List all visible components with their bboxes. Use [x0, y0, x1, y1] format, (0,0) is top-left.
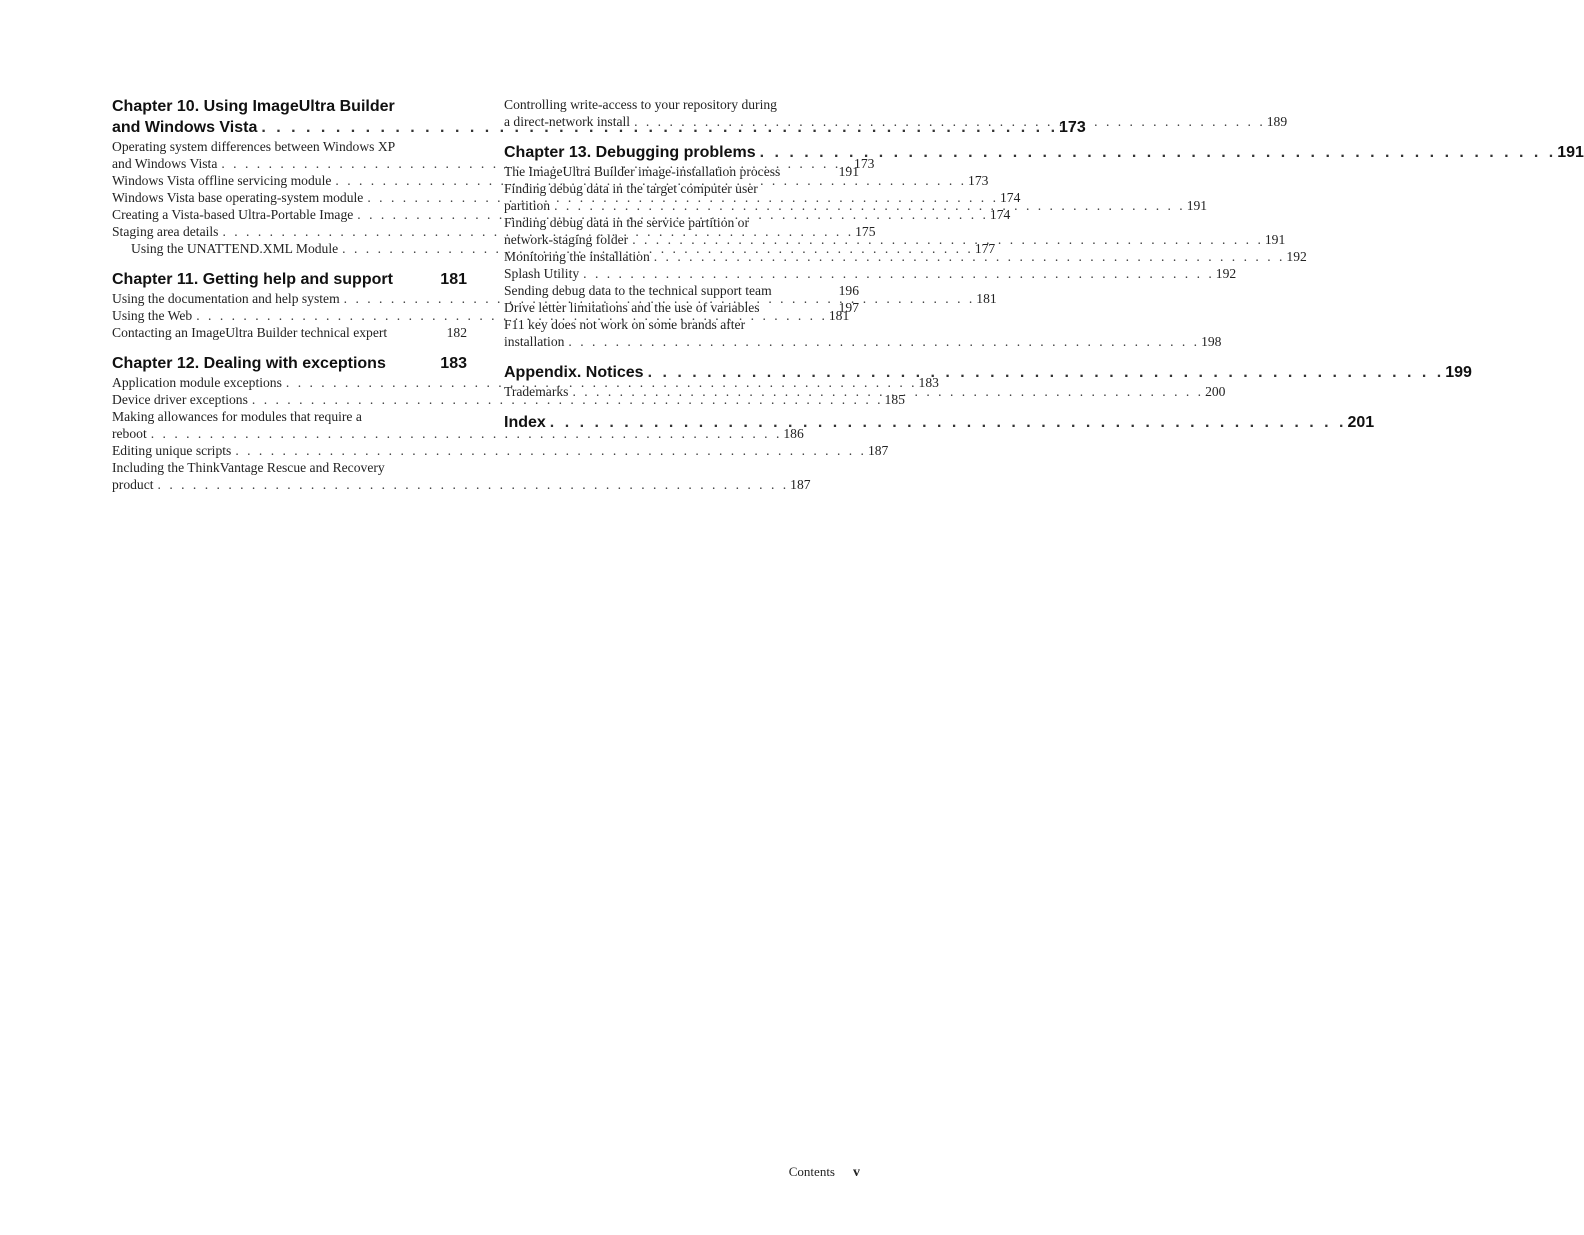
page-number: 192: [1215, 266, 1237, 281]
page-number: 187: [867, 443, 889, 458]
page-number: 174: [999, 190, 1021, 205]
toc-entry-text: Trademarks: [504, 384, 569, 399]
page-number: 200: [1205, 384, 1226, 399]
toc-entry-text: The ImageUltra Builder image-installation process: [504, 164, 781, 179]
chapter-title-text: Chapter 12. Dealing with exceptions: [112, 355, 386, 372]
page-number: 185: [884, 392, 905, 407]
toc-entry-text: Operating system differences between Windows XP: [112, 139, 396, 154]
toc-entry-text: Using the documentation and help system: [112, 291, 340, 306]
page-number: 173: [968, 173, 989, 188]
page-number: 186: [783, 426, 804, 441]
chapter-title-text: Chapter 13. Debugging problems: [504, 144, 756, 161]
page-number: 189: [1266, 114, 1288, 129]
toc-entry[interactable]: [504, 316, 1222, 350]
chapter-title[interactable]: [504, 142, 1584, 163]
toc-entry-text: reboot: [112, 426, 147, 441]
dot-leader: [546, 412, 1344, 433]
toc-entry-text: Application module exceptions: [112, 375, 282, 390]
page-number: 183: [918, 375, 939, 390]
toc-entry-text: Including the ThinkVantage Rescue and Recovery: [112, 460, 385, 475]
page-number: 197: [838, 300, 859, 315]
toc-entry[interactable]: [504, 265, 1237, 282]
chapter-title-text: Appendix. Notices: [504, 364, 644, 381]
page-number: 175: [855, 224, 876, 239]
toc-entry-text: Device driver exceptions: [112, 392, 248, 407]
toc-entry-text: and Windows Vista: [112, 156, 218, 171]
page-number: 173: [1059, 119, 1086, 136]
dot-leader: [564, 333, 1197, 350]
page-number: 181: [440, 271, 467, 288]
dot-leader: [550, 197, 1183, 214]
page-number: 196: [838, 283, 859, 298]
toc-entry-text: Monitoring the installation: [504, 249, 650, 264]
page-number: 199: [1445, 364, 1472, 381]
toc-entry[interactable]: [504, 299, 859, 316]
toc-entry-text: Making allowances for modules that require a: [112, 409, 362, 424]
page-number: 182: [446, 325, 467, 340]
page-number: 192: [1286, 249, 1307, 264]
chapter-title[interactable]: [112, 269, 467, 290]
toc-entry-text: Splash Utility: [504, 266, 580, 281]
toc-entry-text: Finding debug data in the service partition or: [504, 215, 750, 230]
dot-leader: [628, 231, 1261, 248]
toc-entry-text: network-staging folder: [504, 232, 629, 247]
page-number: 191: [1557, 144, 1584, 161]
toc-entry-text: Editing unique scripts: [112, 443, 232, 458]
chapter-title-text: Chapter 11. Getting help and support: [112, 271, 393, 288]
toc-entry-text: a direct-network install: [504, 114, 631, 129]
toc-entry[interactable]: [112, 324, 467, 341]
toc-entry-text: Staging area details: [112, 224, 219, 239]
toc-entry[interactable]: [504, 282, 859, 299]
toc-entry[interactable]: [504, 163, 859, 180]
page-number: 187: [790, 477, 811, 492]
page-number: 183: [440, 355, 467, 372]
page-number: 198: [1201, 334, 1222, 349]
toc-chapter: [504, 412, 1375, 433]
toc-entry[interactable]: [112, 374, 939, 391]
chapter-title-text: Chapter 10. Using ImageUltra Builder: [112, 98, 395, 115]
dot-leader: [630, 113, 1263, 130]
toc-entry-text: product: [112, 477, 154, 492]
toc-entry-text: F11 key does not work on some brands after: [504, 317, 746, 332]
toc-entry-text: Finding debug data in the target computer user: [504, 181, 758, 196]
dot-leader: [644, 362, 1442, 383]
chapter-title[interactable]: [504, 412, 1375, 433]
dot-leader: [756, 142, 1554, 163]
toc-entry[interactable]: [112, 442, 889, 459]
toc-entry-text: Using the Web: [112, 308, 193, 323]
toc-entry-text: partition: [504, 198, 551, 213]
page-number: 191: [1264, 232, 1286, 247]
page-number: 181: [976, 291, 997, 306]
footer-label: Contents: [788, 1164, 835, 1179]
toc-entry-text: Drive letter limitations and the use of variables: [504, 300, 760, 315]
toc-entry-text: Using the UNATTEND.XML Module: [131, 241, 339, 256]
dot-leader: [154, 476, 787, 493]
toc-entry-text: Windows Vista offline servicing module: [112, 173, 332, 188]
dot-leader: [568, 383, 1201, 400]
page-footer: [780, 1164, 860, 1181]
toc-entry-text: Windows Vista base operating-system module: [112, 190, 364, 205]
page-number: 173: [854, 156, 875, 171]
chapter-title-text: Index: [504, 414, 546, 431]
chapter-title-text: and Windows Vista: [112, 119, 258, 136]
page-number: 181: [828, 308, 850, 323]
dot-leader: [650, 248, 1283, 265]
toc-entry-text: installation: [504, 334, 565, 349]
dot-leader: [579, 265, 1212, 282]
toc-entry-text: Sending debug data to the technical support team: [504, 283, 772, 298]
footer-page-number: v: [853, 1165, 860, 1180]
page-number: 174: [989, 207, 1011, 222]
chapter-title[interactable]: [112, 353, 467, 374]
page-number: 177: [974, 241, 996, 256]
toc-entry[interactable]: [112, 459, 811, 493]
toc-entry-text: Controlling write-access to your repository during: [504, 97, 777, 112]
page-number: 201: [1347, 414, 1375, 431]
page-number: 191: [838, 164, 859, 179]
toc-entry-text: Contacting an ImageUltra Builder technical expert: [112, 325, 388, 340]
toc-entry-text: Creating a Vista-based Ultra-Portable Image: [112, 207, 354, 222]
page-number: 191: [1186, 198, 1208, 213]
